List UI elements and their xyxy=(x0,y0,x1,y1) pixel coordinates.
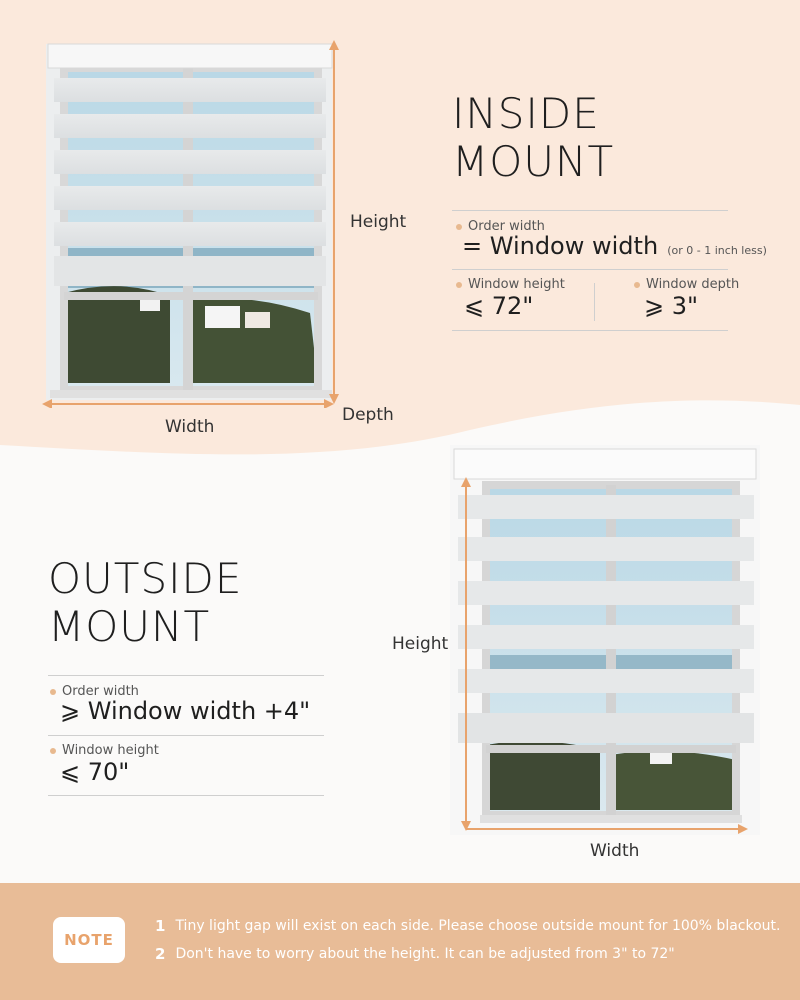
outside-order-width-value: ⩾ Window width +4" xyxy=(60,697,311,725)
outside-window-height-label xyxy=(50,743,159,758)
label-text: Window height xyxy=(468,277,565,292)
outside-window-height-value: ⩽ 70" xyxy=(60,758,130,786)
inside-window-depth-label xyxy=(634,277,739,292)
bullet-dot xyxy=(634,282,640,288)
outside-width-label: Width xyxy=(590,841,640,861)
outside-mount-title xyxy=(48,555,242,651)
note-item-number: 1 xyxy=(155,917,166,935)
bullet-dot xyxy=(50,748,56,754)
note-item-2 xyxy=(155,945,675,963)
bullet-dot xyxy=(50,689,56,695)
inside-title-line2: MOUNT xyxy=(452,137,615,186)
note-badge xyxy=(53,917,125,963)
label-text: Window depth xyxy=(646,277,740,292)
outside-height-label: Height xyxy=(392,634,449,654)
inside-order-width-note: (or 0 - 1 inch less) xyxy=(667,244,767,257)
outside-mount-illustration xyxy=(450,445,760,835)
divider xyxy=(48,675,324,676)
inside-height-label: Height xyxy=(350,212,407,232)
label-text: Window height xyxy=(62,743,159,758)
inside-title-line1: INSIDE xyxy=(452,89,600,138)
note-item-text: Tiny light gap will exist on each side. Please choose outside mount for 100% blackout. xyxy=(175,918,781,934)
note-item-number: 2 xyxy=(155,945,166,963)
divider xyxy=(48,795,324,796)
divider xyxy=(452,210,728,211)
divider xyxy=(452,330,728,331)
inside-window-height-value: ⩽ 72" xyxy=(464,292,534,320)
inside-mount-illustration xyxy=(40,38,340,408)
note-badge-label: NOTE xyxy=(64,931,114,949)
inside-order-width-row xyxy=(462,232,767,260)
inside-mount-title xyxy=(452,90,614,186)
divider xyxy=(48,735,324,736)
label-text: Order width xyxy=(62,684,139,699)
outside-title-line2: MOUNT xyxy=(48,602,211,651)
vertical-divider xyxy=(594,283,595,321)
bullet-dot xyxy=(456,224,462,230)
inside-depth-label: Depth xyxy=(342,405,394,425)
inside-width-label: Width xyxy=(165,417,215,437)
note-item-1 xyxy=(155,917,780,935)
inside-window-height-label xyxy=(456,277,565,292)
outside-title-line1: OUTSIDE xyxy=(48,554,243,603)
note-item-text: Don't have to worry about the height. It can be adjusted from 3" to 72" xyxy=(175,946,675,962)
divider xyxy=(452,269,728,270)
inside-order-width-value: = Window width xyxy=(462,232,659,260)
inside-window-depth-value: ⩾ 3" xyxy=(644,292,699,320)
bullet-dot xyxy=(456,282,462,288)
label-text: Order width xyxy=(468,219,545,234)
